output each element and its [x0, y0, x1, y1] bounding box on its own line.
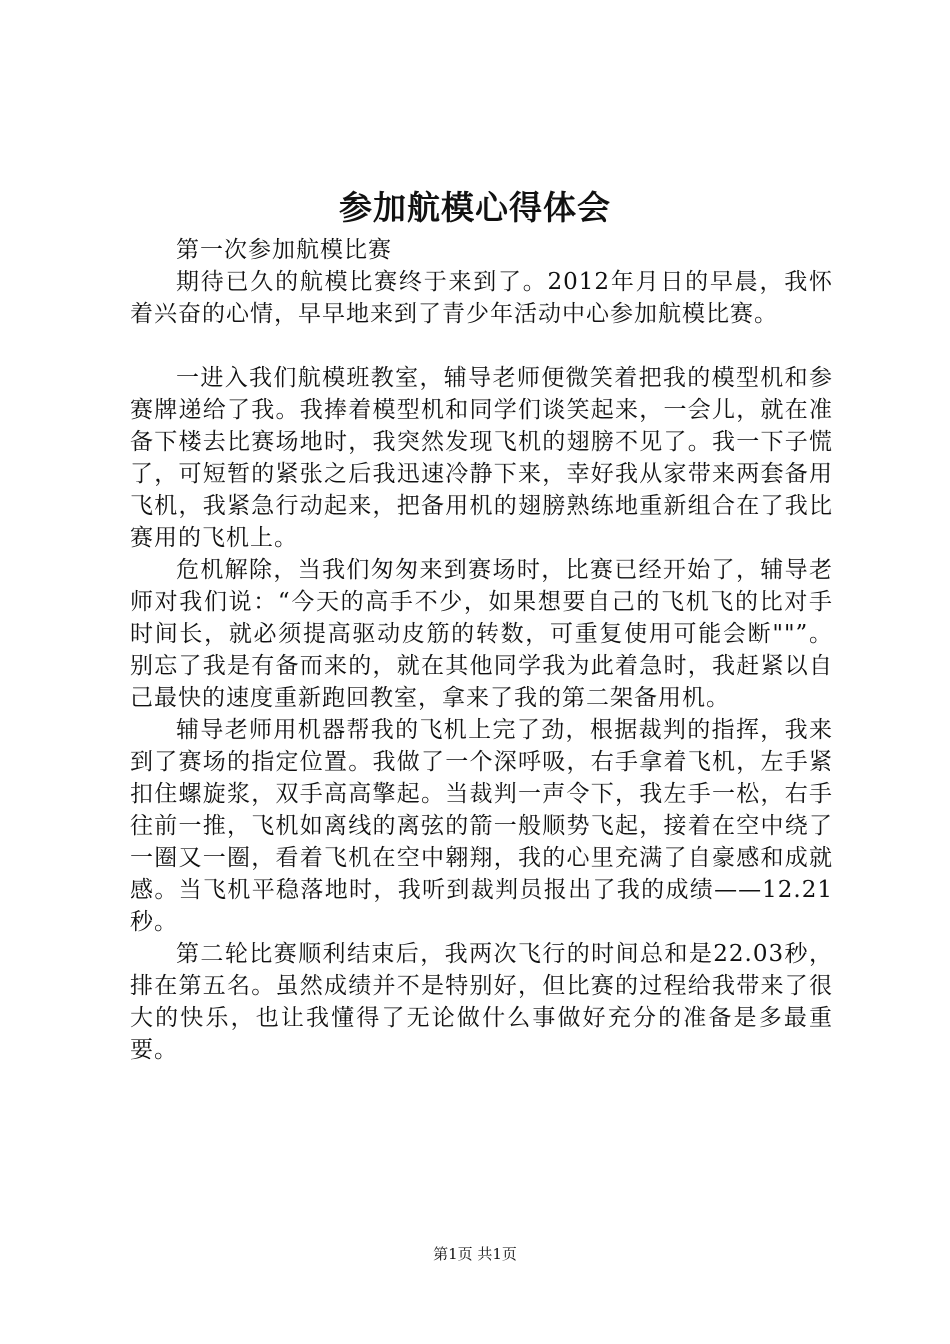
paragraph-classroom: 一进入我们航模班教室，辅导老师便微笑着把我的模型机和参赛牌递给了我。我捧着模型机和同学们谈笑起来，一会儿，就在准备下楼去比赛场地时，我突然发现飞机的翅膀不见了。我一下子慌了，可短暂的紧张之后我迅速冷静下来，幸好我从家带来两套备用飞机，我紧急行动起来，把备用机的翅膀熟练地重新组合在了我比赛用的飞机上。	[130, 365, 833, 551]
paragraph-result: 第二轮比赛顺利结束后，我两次飞行的时间总和是22.03秒，排在第五名。虽然成绩并不是特别好，但比赛的过程给我带来了很大的快乐，也让我懂得了无论做什么事做好充分的准备是多最重要。	[130, 941, 833, 1063]
paragraph-subtitle: 第一次参加航模比赛	[176, 237, 392, 263]
document-body	[130, 234, 833, 1066]
paragraph-crisis: 危机解除，当我们匆匆来到赛场时，比赛已经开始了，辅导老师对我们说：“今天的高手不少，如果想要自己的飞机飞的比对手时间长，就必须提高驱动皮筋的转数，可重复使用可能会断""”。别忘了我是有备而来的，就在其他同学我为此着急时，我赶紧以自己最快的速度重新跑回教室，拿来了我的第二架备用机。	[130, 557, 833, 711]
page-number-footer: 第1页 共1页	[433, 1245, 517, 1263]
paragraph-intro: 期待已久的航模比赛终于来到了。2012年月日的早晨，我怀着兴奋的心情，早早地来到了青少年活动中心参加航模比赛。	[130, 269, 833, 327]
document-title: 参加航模心得体会	[339, 188, 611, 227]
paragraph-flight: 辅导老师用机器帮我的飞机上完了劲，根据裁判的指挥，我来到了赛场的指定位置。我做了一个深呼吸，右手拿着飞机，左手紧扣住螺旋浆，双手高高擎起。当裁判一声令下，我左手一松，右手往前一推，飞机如离线的离弦的箭一般顺势飞起，接着在空中绕了一圈又一圈，看着飞机在空中翱翔，我的心里充满了自豪感和成就感。当飞机平稳落地时，我听到裁判员报出了我的成绩——12.21秒。	[130, 717, 833, 935]
